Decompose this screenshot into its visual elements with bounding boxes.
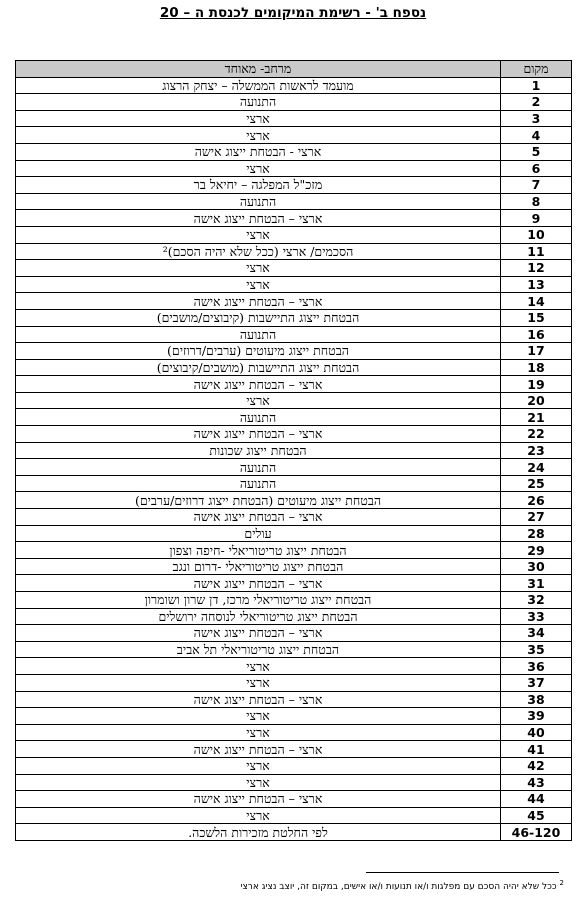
table-row [16, 741, 572, 758]
place-cell: 4 [501, 127, 572, 144]
description-cell: הבטחת ייצוג טריטוריאלי -דרום ונגב [16, 558, 501, 575]
table-header-row [16, 61, 572, 78]
table-row [16, 608, 572, 625]
description-cell: ארצי – הבטחת ייצוג אישה [16, 509, 501, 526]
description-cell: ארצי – הבטחת ייצוג אישה [16, 293, 501, 310]
description-cell: ארצי [16, 724, 501, 741]
table-row [16, 309, 572, 326]
description-cell: הבטחת ייצוג התיישבות (קיבוצים/מושבים) [16, 309, 501, 326]
footnote-separator [366, 872, 559, 873]
description-cell: הבטחת ייצוג מיעוטים (ערבים/דרוזים) [16, 343, 501, 360]
description-cell: התנועה [16, 459, 501, 476]
table-row [16, 359, 572, 376]
description-cell: הבטחת ייצוג טריטוריאלי לנוסחה ירושלים [16, 608, 501, 625]
table-row [16, 492, 572, 509]
footnote-text: ככל שלא יהיה הסכם עם מפלגות ו/או תנועות ו/או אישים, במקום זה, יוצב נציג ארצי [240, 882, 557, 892]
place-cell: 36 [501, 658, 572, 675]
place-cell: 14 [501, 293, 572, 310]
description-cell: ארצי – הבטחת ייצוג אישה [16, 741, 501, 758]
table-row [16, 110, 572, 127]
table-row [16, 708, 572, 725]
table-row [16, 293, 572, 310]
description-cell: הבטחת ייצוג התיישבות (מושבים/קיבוצים) [16, 359, 501, 376]
place-cell: 39 [501, 708, 572, 725]
table-row [16, 442, 572, 459]
place-cell: 43 [501, 774, 572, 791]
description-cell: ארצי – הבטחת ייצוג אישה [16, 791, 501, 808]
description-cell: ארצי [16, 160, 501, 177]
description-cell: מזכ"ל המפלגה – יחיאל בר [16, 177, 501, 194]
footnote [240, 879, 564, 892]
place-cell: 25 [501, 475, 572, 492]
description-cell: ארצי – הבטחת ייצוג אישה [16, 426, 501, 443]
table-row [16, 807, 572, 824]
place-cell: 46-120 [501, 824, 572, 841]
placements-table [15, 60, 572, 841]
place-cell: 19 [501, 376, 572, 393]
table-row [16, 641, 572, 658]
place-cell: 45 [501, 807, 572, 824]
table-row [16, 343, 572, 360]
place-cell: 26 [501, 492, 572, 509]
place-cell: 28 [501, 525, 572, 542]
table-row [16, 757, 572, 774]
table-row [16, 193, 572, 210]
description-cell: הבטחת ייצוג מיעוטים (הבטחת ייצוג דרוזים/ערבים) [16, 492, 501, 509]
description-cell: ארצי – הבטחת ייצוג אישה [16, 625, 501, 642]
table-row [16, 210, 572, 227]
description-cell: ארצי [16, 226, 501, 243]
table-row [16, 525, 572, 542]
table-row [16, 791, 572, 808]
table-row [16, 824, 572, 841]
place-cell: 16 [501, 326, 572, 343]
table-row [16, 658, 572, 675]
description-cell: ארצי [16, 708, 501, 725]
table-row [16, 276, 572, 293]
description-cell: לפי החלטת מזכירות הלשכה. [16, 824, 501, 841]
place-cell: 20 [501, 392, 572, 409]
description-cell: ארצי – הבטחת ייצוג אישה [16, 376, 501, 393]
place-cell: 5 [501, 143, 572, 160]
table-row [16, 509, 572, 526]
table-row [16, 592, 572, 609]
table-row [16, 409, 572, 426]
description-cell: הסכמים/ ארצי (ככל שלא יהיה הסכם)² [16, 243, 501, 260]
table-row [16, 143, 572, 160]
place-cell: 34 [501, 625, 572, 642]
place-cell: 24 [501, 459, 572, 476]
table-row [16, 260, 572, 277]
place-cell: 1 [501, 77, 572, 94]
description-cell: ארצי [16, 774, 501, 791]
place-cell: 12 [501, 260, 572, 277]
description-cell: התנועה [16, 326, 501, 343]
table-row [16, 575, 572, 592]
table-row [16, 674, 572, 691]
table-row [16, 625, 572, 642]
place-cell: 9 [501, 210, 572, 227]
table-row [16, 558, 572, 575]
description-cell: ארצי [16, 392, 501, 409]
table-row [16, 177, 572, 194]
description-cell: הבטחת ייצוג טריטוריאלי מרכז, דן שרון ושומרון [16, 592, 501, 609]
description-cell: ארצי [16, 127, 501, 144]
place-cell: 44 [501, 791, 572, 808]
description-cell: הבטחת ייצוג טריטוריאלי -חיפה וצפון [16, 542, 501, 559]
description-cell: ארצי – הבטחת ייצוג אישה [16, 210, 501, 227]
table-row [16, 77, 572, 94]
place-cell: 13 [501, 276, 572, 293]
table-row [16, 94, 572, 111]
place-cell: 10 [501, 226, 572, 243]
description-cell: התנועה [16, 94, 501, 111]
description-cell: ארצי [16, 757, 501, 774]
description-cell: ארצי – הבטחת ייצוג אישה [16, 575, 501, 592]
place-cell: 15 [501, 309, 572, 326]
place-cell: 42 [501, 757, 572, 774]
header-place: מקום [501, 61, 572, 78]
table-row [16, 459, 572, 476]
place-cell: 6 [501, 160, 572, 177]
description-cell: עולים [16, 525, 501, 542]
description-cell: ארצי - הבטחת ייצוג אישה [16, 143, 501, 160]
place-cell: 35 [501, 641, 572, 658]
document-title: נספח ב' - רשימת המיקומים לכנסת ה – 20 [159, 5, 427, 21]
description-cell: ארצי [16, 276, 501, 293]
place-cell: 21 [501, 409, 572, 426]
description-cell: ארצי [16, 110, 501, 127]
description-cell: הבטחת ייצוג טריטוריאלי תל אביב [16, 641, 501, 658]
place-cell: 30 [501, 558, 572, 575]
table-row [16, 691, 572, 708]
table-row [16, 160, 572, 177]
place-cell: 41 [501, 741, 572, 758]
header-description: מרחב- מאוחד [16, 61, 501, 78]
description-cell: הבטחת ייצוג שכונות [16, 442, 501, 459]
table-row [16, 243, 572, 260]
table-row [16, 326, 572, 343]
place-cell: 2 [501, 94, 572, 111]
table-row [16, 392, 572, 409]
place-cell: 8 [501, 193, 572, 210]
table-row [16, 127, 572, 144]
place-cell: 22 [501, 426, 572, 443]
table-row [16, 475, 572, 492]
place-cell: 33 [501, 608, 572, 625]
description-cell: ארצי – הבטחת ייצוג אישה [16, 691, 501, 708]
table-row [16, 376, 572, 393]
place-cell: 11 [501, 243, 572, 260]
table-body [16, 77, 572, 840]
place-cell: 32 [501, 592, 572, 609]
place-cell: 29 [501, 542, 572, 559]
description-cell: מועמד לראשות הממשלה – יצחק הרצוג [16, 77, 501, 94]
table-row [16, 774, 572, 791]
description-cell: ארצי [16, 658, 501, 675]
description-cell: התנועה [16, 193, 501, 210]
table-row [16, 724, 572, 741]
place-cell: 3 [501, 110, 572, 127]
description-cell: ארצי [16, 674, 501, 691]
table-row [16, 226, 572, 243]
description-cell: התנועה [16, 475, 501, 492]
footnote-marker: 2 [559, 879, 564, 887]
description-cell: התנועה [16, 409, 501, 426]
place-cell: 18 [501, 359, 572, 376]
place-cell: 27 [501, 509, 572, 526]
place-cell: 23 [501, 442, 572, 459]
description-cell: ארצי [16, 807, 501, 824]
table-row [16, 542, 572, 559]
place-cell: 31 [501, 575, 572, 592]
place-cell: 38 [501, 691, 572, 708]
place-cell: 40 [501, 724, 572, 741]
place-cell: 7 [501, 177, 572, 194]
place-cell: 37 [501, 674, 572, 691]
table-row [16, 426, 572, 443]
description-cell: ארצי [16, 260, 501, 277]
place-cell: 17 [501, 343, 572, 360]
